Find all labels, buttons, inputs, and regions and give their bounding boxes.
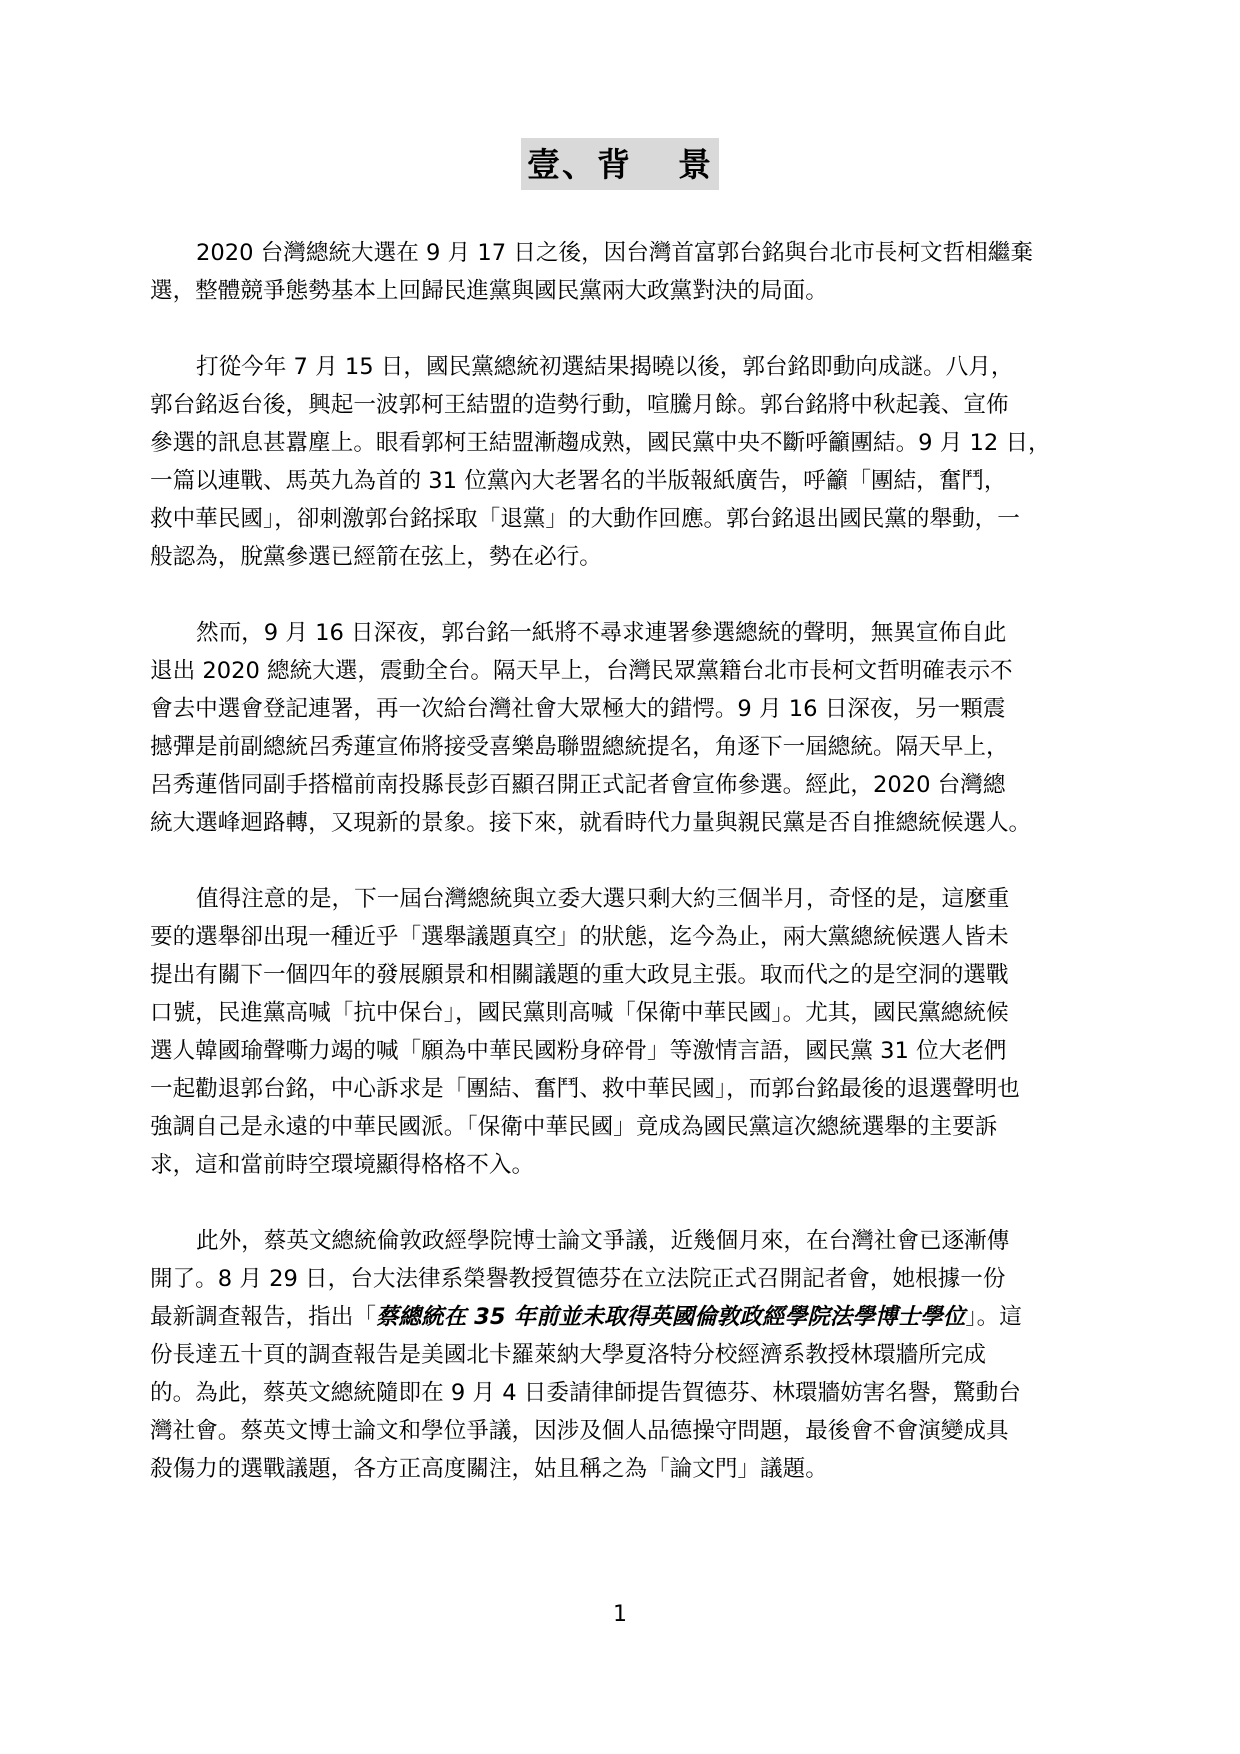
paragraph-3 bbox=[150, 614, 1084, 842]
text-line: 此外，蔡英文總統倫敦政經學院博士論文爭議，近幾個月來，在台灣社會已逐漸傳 bbox=[196, 1228, 1010, 1254]
paragraph-5 bbox=[150, 1222, 1084, 1488]
text-segment: 」。這 bbox=[965, 1304, 1022, 1330]
text-line: 的。為此，蔡英文總統隨即在 9 月 4 日委請律師提告賀德芬、林環牆妨害名譽，驚動台 bbox=[150, 1380, 1021, 1406]
text-line: 開了。8 月 29 日，台大法律系榮譽教授賀德芬在立法院正式召開記者會，她根據一份 bbox=[150, 1266, 1006, 1292]
text-line: 撼彈是前副總統呂秀蓮宣佈將接受喜樂島聯盟總統提名，角逐下一屆總統。隔天早上， bbox=[150, 734, 1009, 760]
paragraph-1 bbox=[150, 234, 1084, 310]
text-segment: 最新調查報告，指出「 bbox=[150, 1304, 376, 1330]
text-line: 份長達五十頁的調查報告是美國北卡羅萊納大學夏洛特分校經濟系教授林環牆所完成 bbox=[150, 1342, 986, 1368]
text-line: 值得注意的是，下一屆台灣總統與立委大選只剩大約三個半月，奇怪的是，這麼重 bbox=[196, 886, 1010, 912]
text-line: 求，這和當前時空環境顯得格格不入。 bbox=[150, 1152, 535, 1178]
text-line: 參選的訊息甚囂塵上。眼看郭柯王結盟漸趨成熟，國民黨中央不斷呼籲團結。9 月 12 日， bbox=[150, 430, 1051, 456]
text-line: 口號，民進黨高喊「抗中保台」，國民黨則高喊「保衛中華民國」。尤其，國民黨總統候 bbox=[150, 1000, 1009, 1026]
text-line: 般認為，脫黨參選已經箭在弦上，勢在必行。 bbox=[150, 544, 602, 570]
text-line: 一起勸退郭台銘，中心訴求是「團結、奮鬥、救中華民國」，而郭台銘最後的退選聲明也 bbox=[150, 1076, 1020, 1102]
section-title-part2: 景 bbox=[678, 145, 713, 184]
paragraph-4 bbox=[150, 880, 1084, 1184]
text-line: 會去中選會登記連署，再一次給台灣社會大眾極大的錯愕。9 月 16 日深夜，另一顆震 bbox=[150, 696, 1006, 722]
text-line: 提出有關下一個四年的發展願景和相關議題的重大政見主張。取而代之的是空洞的選戰 bbox=[150, 962, 1009, 988]
text-line: 要的選舉卻出現一種近乎「選舉議題真空」的狀態，迄今為止，兩大黨總統候選人皆未 bbox=[150, 924, 1009, 950]
text-line: 選人韓國瑜聲嘶力竭的喊「願為中華民國粉身碎骨」等激情言語，國民黨 31 位大老們 bbox=[150, 1038, 1007, 1064]
text-line: 救中華民國」，卻刺激郭台銘採取「退黨」的大動作回應。郭台銘退出國民黨的舉動，一 bbox=[150, 506, 1020, 532]
text-line-with-emphasis bbox=[150, 1298, 1084, 1336]
text-line: 統大選峰迴路轉，又現新的景象。接下來，就看時代力量與親民黨是否自推總統候選人。 bbox=[150, 810, 1032, 836]
section-heading bbox=[0, 138, 1240, 190]
text-line: 郭台銘返台後，興起一波郭柯王結盟的造勢行動，喧騰月餘。郭台銘將中秋起義、宣佈 bbox=[150, 392, 1009, 418]
emphasized-quote: 蔡總統在 35 年前並未取得英國倫敦政經學院法學博士學位 bbox=[375, 1304, 966, 1330]
text-line: 殺傷力的選戰議題，各方正高度關注，姑且稱之為「論文門」議題。 bbox=[150, 1456, 828, 1482]
document-body bbox=[150, 234, 1084, 1526]
text-line: 2020 台灣總統大選在 9 月 17 日之後，因台灣首富郭台銘與台北市長柯文哲相繼棄 bbox=[196, 240, 1033, 266]
section-title bbox=[521, 138, 719, 190]
text-line: 強調自己是永遠的中華民國派。「保衛中華民國」竟成為國民黨這次總統選舉的主要訴 bbox=[150, 1114, 998, 1140]
page-number: 1 bbox=[613, 1602, 627, 1627]
paragraph-2 bbox=[150, 348, 1084, 576]
text-line: 退出 2020 總統大選，震動全台。隔天早上，台灣民眾黨籍台北市長柯文哲明確表示不 bbox=[150, 658, 1013, 684]
section-title-part1: 壹、背 bbox=[527, 145, 632, 184]
text-line: 呂秀蓮偕同副手搭檔前南投縣長彭百顯召開正式記者會宣佈參選。經此，2020 台灣總 bbox=[150, 772, 1006, 798]
text-line: 然而，9 月 16 日深夜，郭台銘一紙將不尋求連署參選總統的聲明，無異宣佈自此 bbox=[196, 620, 1007, 646]
text-line: 選，整體競爭態勢基本上回歸民進黨與國民黨兩大政黨對決的局面。 bbox=[150, 278, 828, 304]
text-line: 打從今年 7 月 15 日，國民黨總統初選結果揭曉以後，郭台銘即動向成謎。八月， bbox=[196, 354, 1014, 380]
text-line: 灣社會。蔡英文博士論文和學位爭議，因涉及個人品德操守問題，最後會不會演變成具 bbox=[150, 1418, 1009, 1444]
text-line: 一篇以連戰、馬英九為首的 31 位黨內大老署名的半版報紙廣告，呼籲「團結，奮鬥， bbox=[150, 468, 1007, 494]
